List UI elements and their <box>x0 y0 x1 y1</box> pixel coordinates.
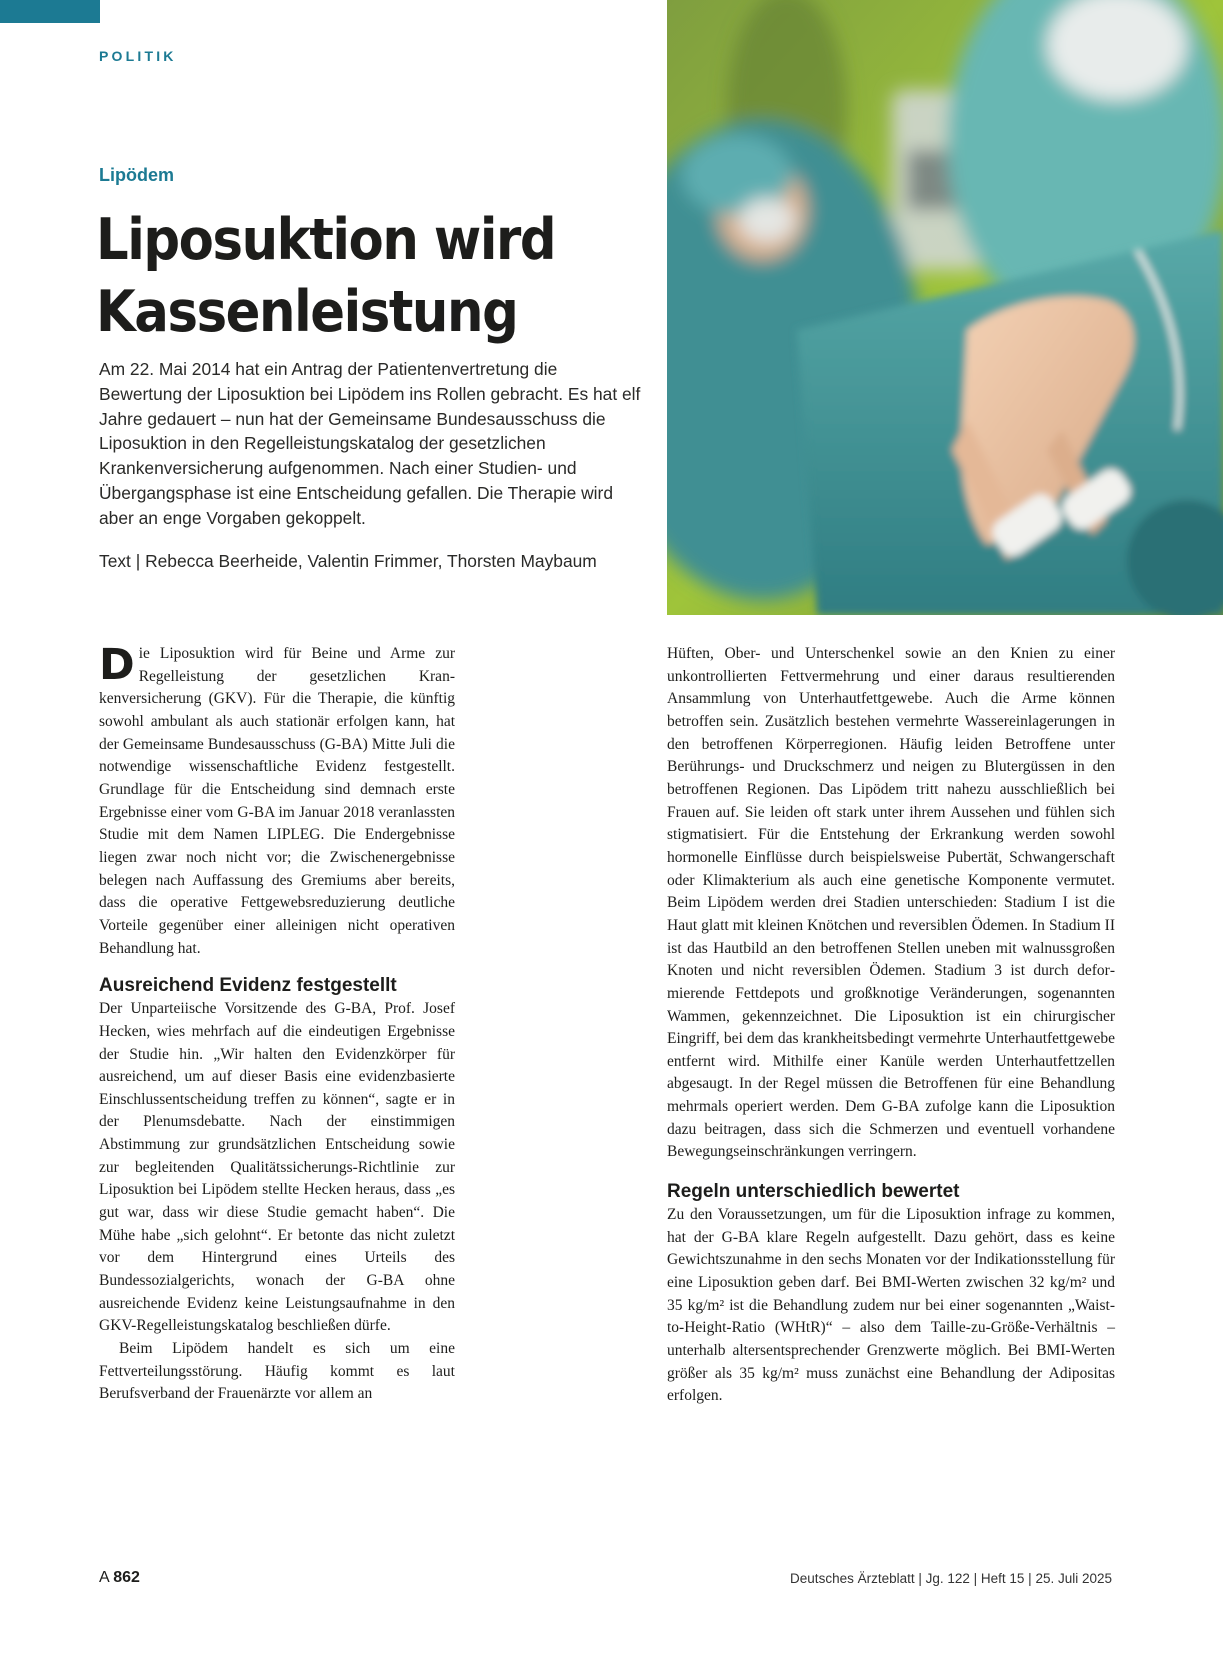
paragraph-1-text: ie Liposuktion wird für Beine und Arme zur Regelleistung der gesetzlichen Krankenversicherung (GKV). Für die Therapie, die künftig sowohl ambulant als auch stationär erfolgen kann, hat der Gemeinsame Bundesausschuss (G-BA) Mitte Juli die notwendige wissenschaftliche Evidenz festgestellt. Grundlage für die Entscheidung sind demnach erste Ergebnisse einer vom G-BA im Januar 2018 veranlassten Studie mit dem Namen LIPLEG. Die Endergebnisse liegen zwar noch nicht vor; die Zwischenergebnisse belegen nach Auffassung des Gremiums aber bereits, dass die operative Fettgewebsreduzierung deutliche Vorteile gegenüber einer alleinigen nicht operativen Behandlung hat. <box>99 645 455 957</box>
article-paragraph-5: Zu den Voraussetzungen, um für die Liposuktion infrage zu kommen, hat der G-BA klare Regeln aufgestellt. Dazu gehört, dass es keine Gewichtszunahme in den sechs Monaten vor der Indikationsstellung für eine Liposuktion geben darf. Bei BMI-Werten zwischen 32 kg/m² und 35 kg/m² ist die Behandlung zudem nur bei einer sogenannten „Waist-to-Height-Ratio (WHtR)“ – also dem Taille-zu-Größe-Verhältnis – unterhalb altersentsprechender Grenzwerte möglich. Bei BMI-Werten größer als 35 kg/m² muss zunächst eine Behandlung der Adipositas erfolgen. <box>667 1206 1115 1405</box>
page-number-value: 862 <box>113 1569 140 1586</box>
article-column-right <box>667 643 1115 1408</box>
subhead-rules: Regeln unterschiedlich bewertet <box>667 1181 960 1203</box>
article-paragraph-1 <box>99 640 455 960</box>
publication-source: Deutsches Ärzteblatt | Jg. 122 | Heft 15 | 25. Juli 2025 <box>790 1571 1112 1586</box>
page-number <box>99 1569 140 1587</box>
article-lead: Am 22. Mai 2014 hat ein Antrag der Patientenvertretung die Bewertung der Liposuktion bei Lipödem ins Rollen gebracht. Es hat elf Jahre gedauert – nun hat der Gemeinsame Bundesausschuss die Liposuktion in den Regelleistungskatalog der gesetzlichen Krankenversicherung aufgenommen. Nach einer Studien- und Übergangsphase ist eine Entscheidung gefallen. Die Therapie wird aber an enge Vorgaben gekoppelt. <box>99 359 641 528</box>
surgery-photo <box>667 0 1223 615</box>
drop-cap: D <box>99 640 135 690</box>
headline-line-2: Kassenleistung <box>96 279 518 345</box>
headline-line-1: Liposuktion wird <box>96 207 556 273</box>
article-paragraph-3: Beim Lipödem handelt es sich um eine Fettverteilungsstörung. Häufig kommt es laut Berufsverband der Frauenärzte vor allem an <box>99 1340 455 1403</box>
article-kicker: Lipödem <box>99 165 174 185</box>
section-accent-bar <box>0 0 100 23</box>
page-prefix: A <box>99 1569 109 1586</box>
article-paragraph-4: Hüften, Ober- und Unterschenkel sowie an den Knien zu einer unkontrollierten Fettvermehrung und einer daraus resultierenden Ansammlung von Unterhautfettgewebe. Auch die Arme können betroffen sein. Zusätzlich bestehen vermehrte Wassereinlagerungen in den betroffenen Körperregionen. Häufig leiden Betroffene unter Berührungs- und Druckschmerz und neigen zu Blutergüssen in den betroffenen Regionen. Das Lipödem tritt nahezu ausschließlich bei Frauen auf. Sie leiden oft stark unter ihrem Aussehen und fühlen sich stigmatisiert. Für die Entstehung der Erkrankung werden sowohl hormonelle Einflüsse durch beispielsweise Pubertät, Schwangerschaft oder Klimakterium als auch eine genetische Komponente vermutet. Beim Lipödem werden drei Stadien unterschieden: Stadium I ist die Haut glatt mit kleinen Knötchen und reversiblen Ödemen. In Stadium II ist das Hautbild an den betroffenen Stellen uneben mit walnussgroßen Knoten und nicht reversiblen Ödemen. Stadium 3 ist durch deformierende Fettdepots und großknotige Veränderungen, sogenannten Wammen, gekennzeichnet. Die Liposuktion ist ein chirurgischer Eingriff, bei dem das krankheitsbedingt vermehrte Unterhautfettgewebe entfernt wird. Mithilfe einer Kanüle werden Unterhautfettzellen abgesaugt. In der Regel müssen die Betroffenen für eine Behandlung mehrmals operiert werden. Dem G-BA zufolge kann die Liposuktion dazu beitragen, dass sich die Schmerzen und eventuell vorhandene Bewegungseinschränkungen verringern. <box>667 645 1115 1161</box>
article-column-left <box>99 640 455 1406</box>
article-byline: Text | Rebecca Beerheide, Valentin Frimmer, Thorsten Maybaum <box>99 551 597 571</box>
section-label: POLITIK <box>99 48 177 64</box>
article-paragraph-2: Der Unparteiische Vorsitzende des G-BA, Prof. Josef Hecken, wies mehrfach auf die eindeutigen Ergebnisse der Studie hin. „Wir halten den Evidenzkörper für ausreichend, um auf dieser Basis eine evidenzbasierte Einschlussentscheidung treffen zu können“, sagte er in der Plenumsdebatte. Nach der einstimmigen Abstimmung zur grundsätzlichen Entscheidung sowie zur begleitenden Qualitätssicherungs-Richtlinie zur Liposuktion bei Lipödem stellte Hecken heraus, dass „es gut war, dass wir diese Studie gemacht haben“. Die Mühe habe „sich gelohnt“. Er betonte das nicht zuletzt vor dem Hintergrund eines Urteils des Bundessozialgerichts, wonach der G-BA ohne ausreichende Evidenz keine Leistungsaufnahme in den GKV-Regelleistungskatalog beschließen dürfe. <box>99 1000 455 1335</box>
article-headline <box>96 204 600 348</box>
subhead-evidence: Ausreichend Evidenz festgestellt <box>99 975 397 997</box>
